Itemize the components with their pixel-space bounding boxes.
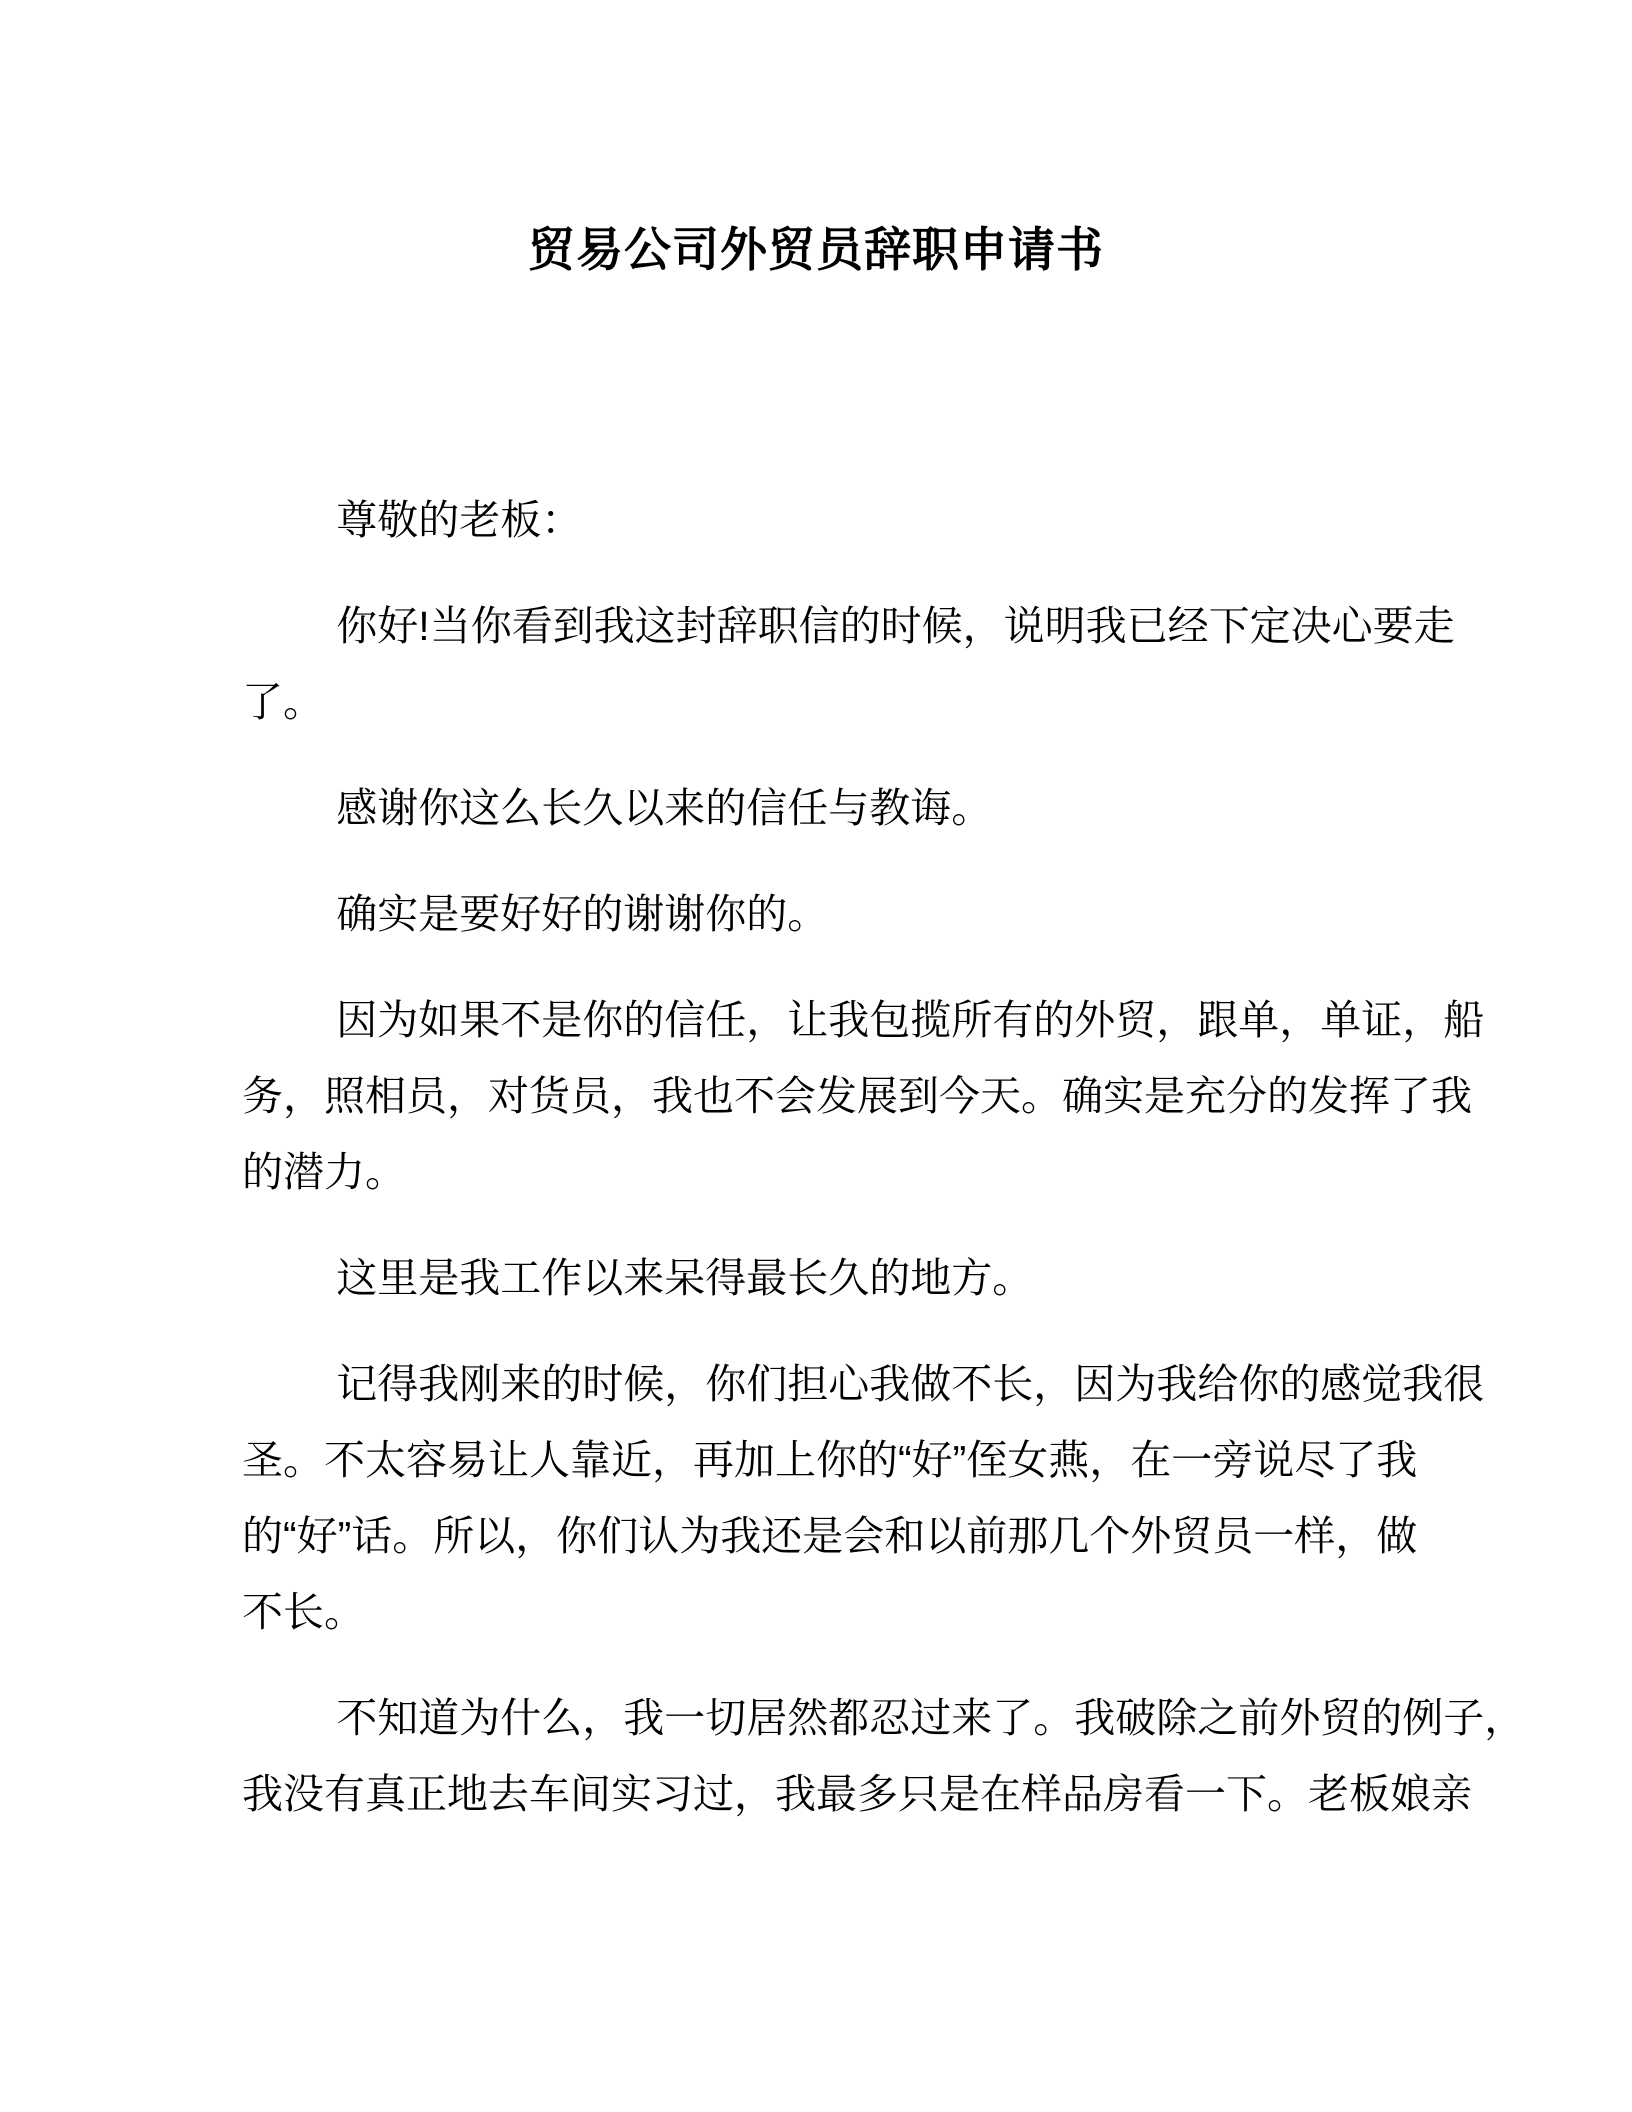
paragraph [242, 876, 1390, 952]
text-line: 这里是我工作以来呆得最长久的地方。 [336, 1255, 1034, 1301]
text-line: 的“好”话。所以，你们认为我还是会和以前那几个外贸员一样，做 [242, 1513, 1418, 1559]
text-line: 我没有真正地去车间实习过，我最多只是在样品房看一下。老板娘亲 [242, 1771, 1472, 1817]
paragraph [242, 1346, 1485, 1650]
text-line: 尊敬的老板： [336, 497, 583, 543]
text-line: 不长。 [242, 1589, 365, 1635]
text-line: 圣。不太容易让人靠近，再加上你的“好”侄女燕，在一旁说尽了我 [242, 1437, 1418, 1483]
document-body [242, 482, 1526, 1832]
text-line: 因为如果不是你的信任，让我包揽所有的外贸，跟单，单证，船 [336, 997, 1485, 1043]
paragraph [242, 770, 1390, 846]
paragraph [242, 482, 1390, 558]
paragraph [242, 982, 1485, 1210]
paragraph [242, 1680, 1526, 1832]
text-line: 不知道为什么，我一切居然都忍过来了。我破除之前外贸的例子， [336, 1695, 1526, 1741]
text-line: 的潜力。 [242, 1149, 406, 1195]
document-title: 贸易公司外贸员辞职申请书 [528, 223, 1104, 276]
text-line: 感谢你这么长久以来的信任与教诲。 [336, 785, 993, 831]
paragraph [242, 588, 1455, 740]
paragraph [242, 1240, 1390, 1316]
text-line: 了。 [242, 679, 324, 725]
text-line: 你好!当你看到我这封辞职信的时候，说明我已经下定决心要走 [336, 603, 1455, 649]
document-content [242, 0, 1526, 1832]
text-line: 务，照相员，对货员，我也不会发展到今天。确实是充分的发挥了我 [242, 1073, 1472, 1119]
text-line: 记得我刚来的时候，你们担心我做不长，因为我给你的感觉我很 [336, 1361, 1485, 1407]
text-line: 确实是要好好的谢谢你的。 [336, 891, 829, 937]
